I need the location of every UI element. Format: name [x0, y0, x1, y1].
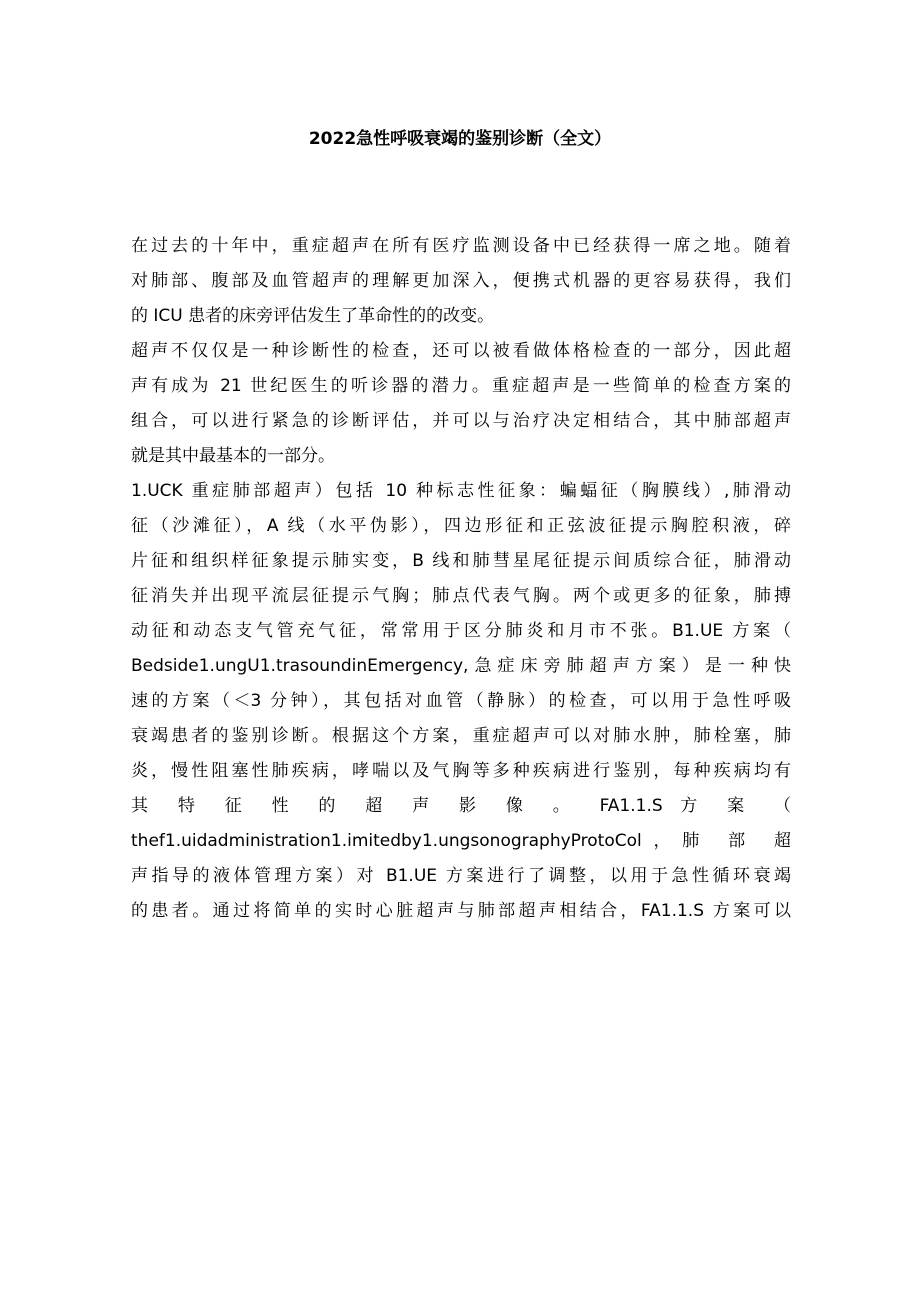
text-line: 1.UCK 重症肺部超声）包括 10 种标志性征象：蝙蝠征（胸膜线）,肺滑动 — [131, 481, 791, 501]
text-line: 就是其中最基本的一部分。 — [131, 446, 335, 466]
text-line: 动征和动态支气管充气征，常常用于区分肺炎和月市不张。B1.UE 方案（ — [131, 621, 791, 641]
text-line: 声指导的液体管理方案）对 B1.UE 方案进行了调整，以用于急性循环衰竭 — [131, 866, 791, 886]
text-line: 的患者。通过将简单的实时心脏超声与肺部超声相结合，FA1.1.S 方案可以 — [131, 901, 791, 921]
text-line: 片征和组织样征象提示肺实变，B 线和肺彗星尾征提示间质综合征，肺滑动 — [131, 551, 791, 571]
text-line: 征消失并出现平流层征提示气胸；肺点代表气胸。两个或更多的征象，肺搏 — [131, 586, 791, 606]
text-line: thef1.uidadministration1.imitedby1.ungsonographyProtoCol，肺 部 超 — [131, 831, 791, 851]
text-line: 超声不仅仅是一种诊断性的检查，还可以被看做体格检查的一部分，因此超 — [131, 341, 791, 361]
text-line: 速的方案（＜3 分钟），其包括对血管（静脉）的检查，可以用于急性呼吸 — [131, 691, 791, 711]
document-title: 2022急性呼吸衰竭的鉴别诊断（全文） — [308, 129, 612, 149]
text-line: 衰竭患者的鉴别诊断。根据这个方案，重症超声可以对肺水肿，肺栓塞，肺 — [131, 726, 791, 746]
text-line: 的 ICU 患者的床旁评估发生了革命性的的改变。 — [131, 306, 495, 326]
text-line: 在过去的十年中，重症超声在所有医疗监测设备中已经获得一席之地。随着 — [131, 236, 791, 256]
text-line: 炎，慢性阻塞性肺疾病，哮喘以及气胸等多种疾病进行鉴别，每种疾病均有 — [131, 761, 791, 781]
text-line: 其 特 征 性 的 超 声 影 像 。 FA1.1.S 方 案 （ — [131, 796, 791, 816]
document-body — [131, 229, 791, 929]
text-line: 组合，可以进行紧急的诊断评估，并可以与治疗决定相结合，其中肺部超声 — [131, 411, 791, 431]
text-line: 征（沙滩征），A 线（水平伪影），四边形征和正弦波征提示胸腔积液，碎 — [131, 516, 791, 536]
text-line: Bedside1.ungU1.trasoundinEmergency,急症床旁肺超声方案）是一种快 — [131, 656, 791, 676]
text-line: 声有成为 21 世纪医生的听诊器的潜力。重症超声是一些简单的检查方案的 — [131, 376, 791, 396]
text-line: 对肺部、腹部及血管超声的理解更加深入，便携式机器的更容易获得，我们 — [131, 271, 791, 291]
